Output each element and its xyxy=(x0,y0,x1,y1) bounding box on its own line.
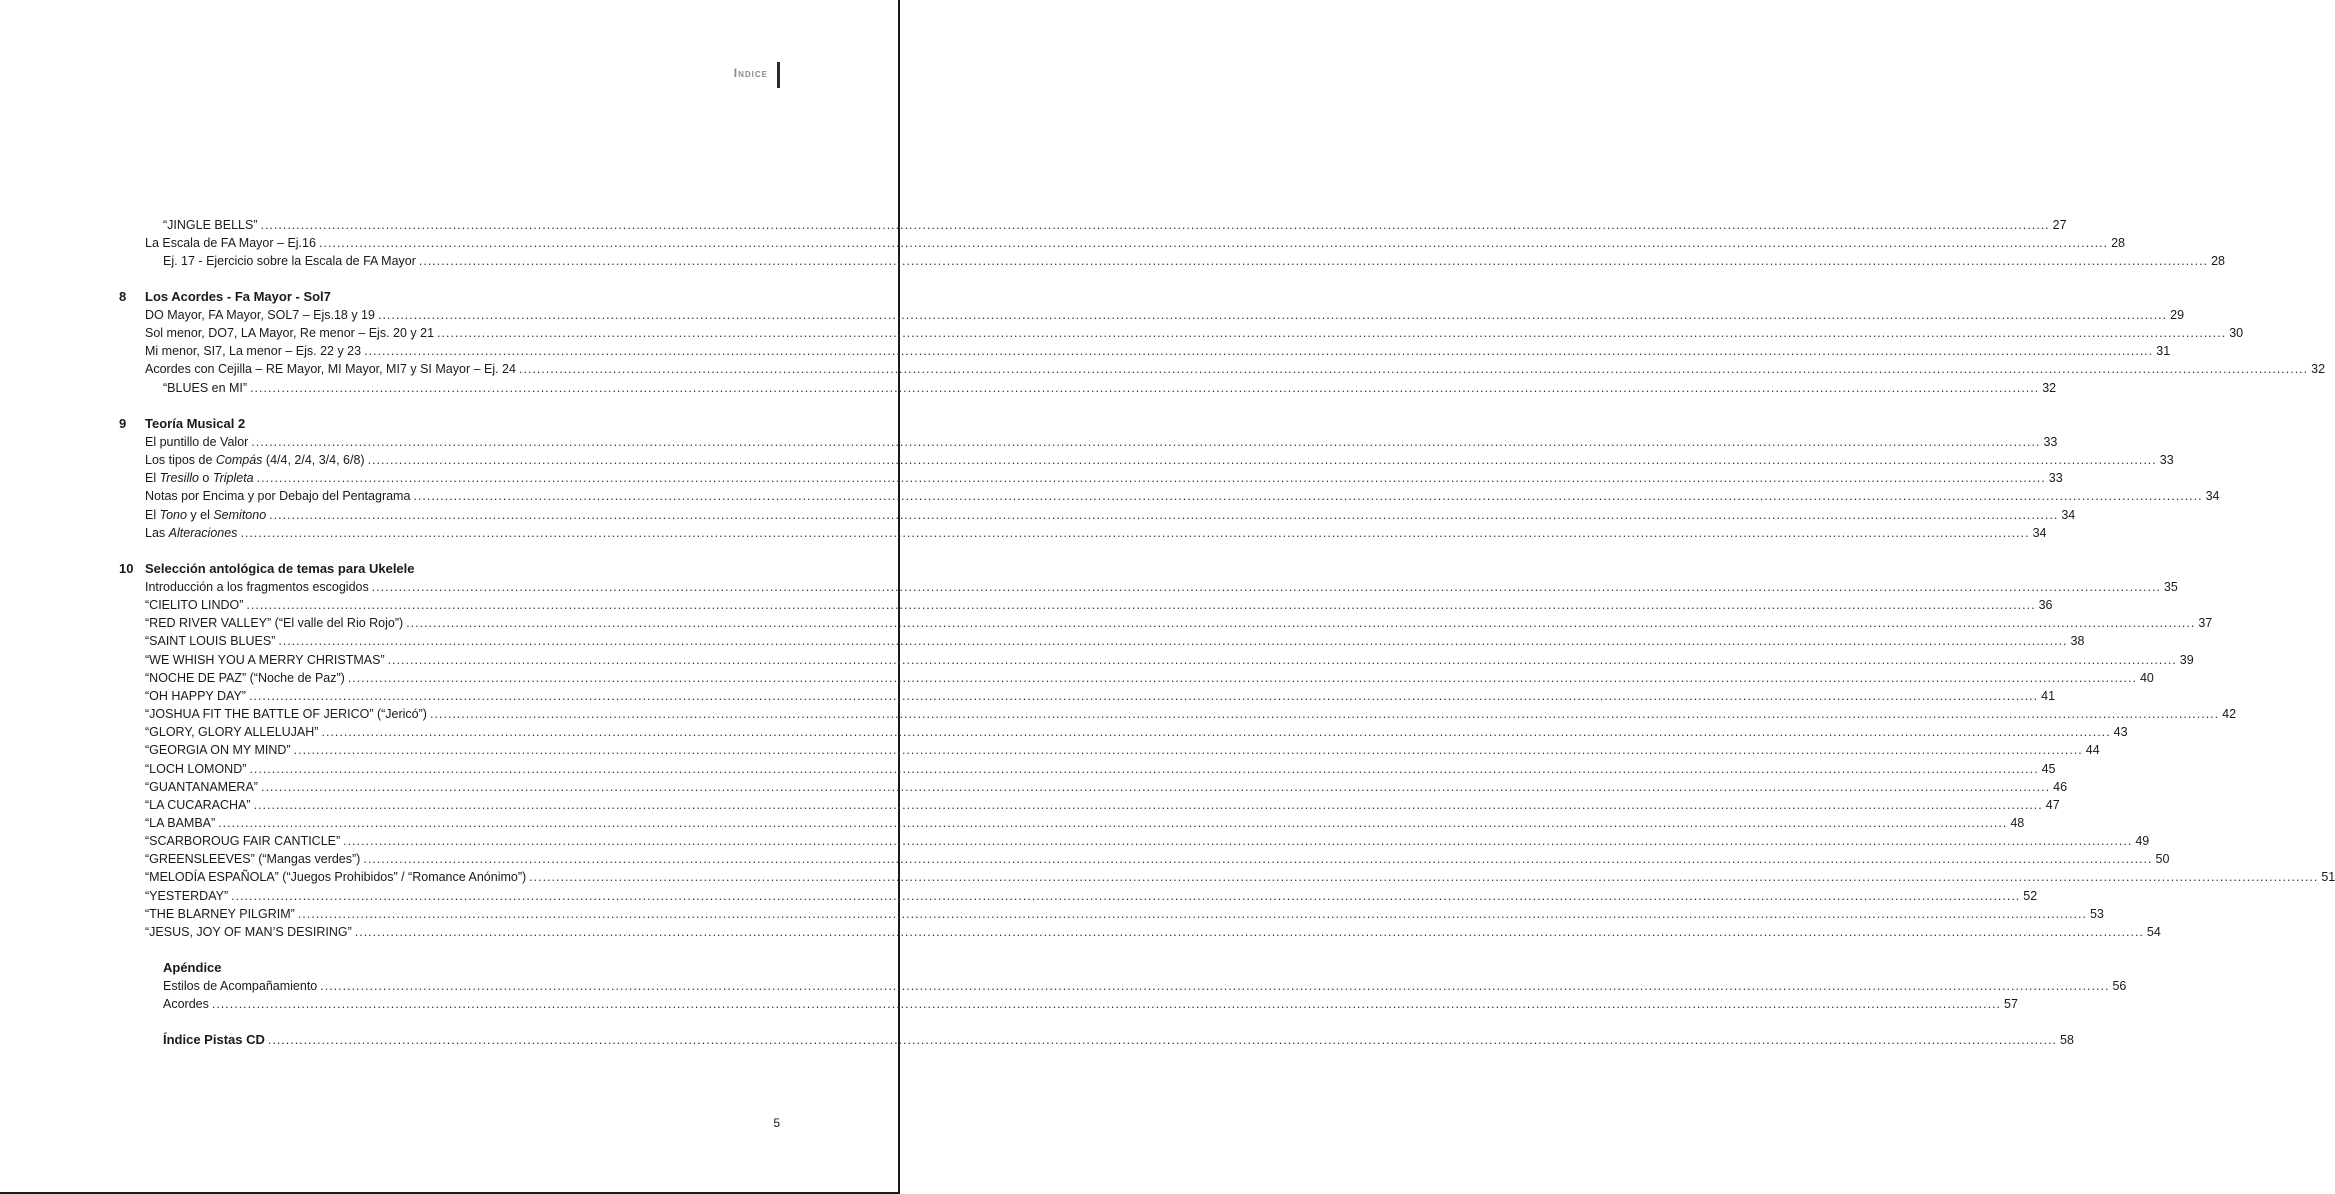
toc-entry xyxy=(145,850,2170,868)
dot-leader: ................................................................................................................................................................................................................................................................................................................................................................................................................ xyxy=(293,743,2083,758)
toc-entry xyxy=(145,360,2326,378)
chapter-title: Los Acordes - Fa Mayor - Sol7 xyxy=(145,289,331,304)
toc-entry-page: 44 xyxy=(2085,743,2100,758)
toc-entry-page: 34 xyxy=(2205,489,2220,504)
dot-leader: ................................................................................................................................................................................................................................................................................................................................................................................................................ xyxy=(518,362,2309,377)
toc-entry-title: “JINGLE BELLS” xyxy=(163,218,258,232)
dot-leader: ................................................................................................................................................................................................................................................................................................................................................................................................................ xyxy=(249,761,2039,776)
dot-leader: ................................................................................................................................................................................................................................................................................................................................................................................................................ xyxy=(529,870,2319,885)
toc-entry-title: “SAINT LOUIS BLUES” xyxy=(145,634,276,649)
toc-entry-title: Acordes xyxy=(163,997,209,1012)
toc-entry xyxy=(145,778,2068,796)
toc-entry-title: Sol menor, DO7, LA Mayor, Re menor – Ejs. 20 y 21 xyxy=(145,326,435,341)
dot-leader: ................................................................................................................................................................................................................................................................................................................................................................................................................ xyxy=(418,254,2209,268)
toc-entry xyxy=(163,216,2067,234)
toc-entry xyxy=(145,506,2076,524)
toc-entry-text: Los tipos de xyxy=(145,453,216,468)
dot-leader: ................................................................................................................................................................................................................................................................................................................................................................................................................ xyxy=(387,652,2177,667)
chapter-title: Selección antológica de temas para Ukelele xyxy=(145,561,415,576)
toc-entry-page: 46 xyxy=(2053,779,2068,794)
chapter-number: 10 xyxy=(119,561,134,576)
dot-leader: ................................................................................................................................................................................................................................................................................................................................................................................................................ xyxy=(240,525,2030,540)
toc-entry xyxy=(163,977,2127,995)
dot-leader: ................................................................................................................................................................................................................................................................................................................................................................................................................ xyxy=(413,489,2203,504)
toc-entry-title xyxy=(145,451,365,469)
toc-entry-page: 37 xyxy=(2198,616,2213,631)
dot-leader: ................................................................................................................................................................................................................................................................................................................................................................................................................ xyxy=(318,236,2109,250)
toc-entry xyxy=(145,687,2056,705)
page-number: 5 xyxy=(773,1116,780,1130)
dot-leader: ................................................................................................................................................................................................................................................................................................................................................................................................................ xyxy=(211,997,2002,1012)
toc-entry xyxy=(145,469,2063,487)
toc-entry-title: Estilos de Acompañamiento xyxy=(163,979,318,993)
toc-entry-emphasis: Tresillo xyxy=(159,471,199,486)
toc-entry-title: “NOCHE DE PAZ” (“Noche de Paz”) xyxy=(145,670,345,685)
dot-leader: ................................................................................................................................................................................................................................................................................................................................................................................................................ xyxy=(377,308,2168,322)
toc-entry-text: (4/4, 2/4, 3/4, 6/8) xyxy=(262,453,365,468)
toc-entry-page: 33 xyxy=(2043,435,2058,449)
toc-entry-page: 48 xyxy=(2010,815,2025,830)
toc-entry-title: “JOSHUA FIT THE BATTLE OF JERICO” (“Jericó”) xyxy=(145,707,427,722)
toc-entry-emphasis: Semitono xyxy=(213,507,267,522)
toc-entry xyxy=(145,234,2126,252)
toc-entry xyxy=(145,433,2058,451)
chapter-title: Teoría Musical 2 xyxy=(145,416,246,431)
dot-leader: ................................................................................................................................................................................................................................................................................................................................................................................................................ xyxy=(260,218,2050,232)
toc-entry-page: 47 xyxy=(2045,797,2060,812)
toc-entry-page: 57 xyxy=(2004,997,2018,1012)
dot-leader: ................................................................................................................................................................................................................................................................................................................................................................................................................ xyxy=(429,707,2220,722)
toc-entry-title: “GREENSLEEVES” (“Mangas verdes”) xyxy=(145,852,361,867)
dot-leader: ................................................................................................................................................................................................................................................................................................................................................................................................................ xyxy=(297,906,2087,921)
toc-entry-title: “CIELITO LINDO” xyxy=(145,598,244,613)
toc-entry-emphasis: Tripleta xyxy=(212,471,254,486)
toc-entry xyxy=(145,324,2244,342)
dot-leader: ................................................................................................................................................................................................................................................................................................................................................................................................................ xyxy=(260,779,2051,794)
dot-leader: ................................................................................................................................................................................................................................................................................................................................................................................................................ xyxy=(269,507,2059,522)
toc-entry-title: “MELODÍA ESPAÑOLA” (“Juegos Prohibidos” / “Romance Anónimo”) xyxy=(145,870,527,885)
dot-leader: ................................................................................................................................................................................................................................................................................................................................................................................................................ xyxy=(248,688,2039,703)
dot-leader: ................................................................................................................................................................................................................................................................................................................................................................................................................ xyxy=(320,979,2110,993)
dot-leader: ................................................................................................................................................................................................................................................................................................................................................................................................................ xyxy=(343,834,2133,849)
dot-leader: ................................................................................................................................................................................................................................................................................................................................................................................................................ xyxy=(278,634,2068,649)
toc-entry-title: “THE BLARNEY PILGRIM” xyxy=(145,906,295,921)
appendix-heading: Apéndice xyxy=(163,960,222,975)
toc-entry-page: 45 xyxy=(2041,761,2056,776)
toc-entry-title: “WE WHISH YOU A MERRY CHRISTMAS” xyxy=(145,652,385,667)
toc-entry-text: y el xyxy=(186,507,214,522)
dot-leader: ................................................................................................................................................................................................................................................................................................................................................................................................................ xyxy=(251,435,2041,449)
toc-entry xyxy=(145,578,2178,596)
toc-entry-emphasis: Alteraciones xyxy=(168,525,238,540)
toc-entry-page: 34 xyxy=(2061,507,2076,522)
toc-entry xyxy=(145,923,2161,941)
toc-entry xyxy=(163,995,2018,1013)
toc-entry-title: “LA CUCARACHA” xyxy=(145,797,251,812)
toc-entry-title: “BLUES en MI” xyxy=(163,380,248,395)
toc-entry-text: Las xyxy=(145,525,169,540)
toc-entry-page: 49 xyxy=(2135,834,2150,849)
toc-entry-title: “RED RIVER VALLEY” (“El valle del Rio Rojo”) xyxy=(145,616,404,631)
toc-entry-title: “SCARBOROUG FAIR CANTICLE” xyxy=(145,834,341,849)
toc-entry xyxy=(145,651,2194,669)
toc-entry xyxy=(145,596,2053,614)
dot-leader: ................................................................................................................................................................................................................................................................................................................................................................................................................ xyxy=(367,453,2157,468)
toc-entry-title: “LA BAMBA” xyxy=(145,815,216,830)
toc-entry-page: 32 xyxy=(2311,362,2326,377)
toc-entry-page: 33 xyxy=(2159,453,2174,468)
toc-entry-emphasis: Tono xyxy=(159,507,187,522)
chapter-heading xyxy=(119,415,719,433)
toc-entry-page: 29 xyxy=(2170,308,2185,322)
toc-entry-title: “YESTERDAY” xyxy=(145,888,229,903)
toc-entry-page: 56 xyxy=(2112,979,2127,993)
toc-entry-page: 42 xyxy=(2222,707,2237,722)
toc-entry-title: Índice Pistas CD xyxy=(163,1032,265,1047)
dot-leader: ................................................................................................................................................................................................................................................................................................................................................................................................................ xyxy=(246,598,2036,613)
chapter-number: 9 xyxy=(119,416,127,431)
dot-leader: ................................................................................................................................................................................................................................................................................................................................................................................................................ xyxy=(347,670,2137,685)
toc-entry-title: Mi menor, SI7, La menor – Ejs. 22 y 23 xyxy=(145,344,362,359)
toc-entry-page: 31 xyxy=(2156,344,2171,359)
running-header-rule xyxy=(777,62,780,88)
chapter-heading xyxy=(119,288,719,306)
toc-entry-title: DO Mayor, FA Mayor, SOL7 – Ejs.18 y 19 xyxy=(145,308,375,322)
toc-entry-title: “JESUS, JOY OF MAN’S DESIRING” xyxy=(145,924,352,939)
chapter-heading xyxy=(119,560,719,578)
toc-entry-page: 40 xyxy=(2139,670,2154,685)
toc-entry-text: El xyxy=(145,507,160,522)
toc-entry-title: “GUANTANAMERA” xyxy=(145,779,258,794)
toc-entry xyxy=(145,705,2237,723)
toc-entry-title: Acordes con Cejilla – RE Mayor, MI Mayor, MI7 y SI Mayor – Ej. 24 xyxy=(145,362,516,377)
dot-leader: ................................................................................................................................................................................................................................................................................................................................................................................................................ xyxy=(231,888,2021,903)
toc-entry-page: 28 xyxy=(2111,236,2126,250)
toc-entry-page: 35 xyxy=(2163,580,2178,594)
dot-leader: ................................................................................................................................................................................................................................................................................................................................................................................................................ xyxy=(363,852,2153,867)
toc-entry-title: Introducción a los fragmentos escogidos xyxy=(145,580,369,594)
toc-entry-page: 30 xyxy=(2229,326,2244,341)
toc-entry-title: “LOCH LOMOND” xyxy=(145,761,247,776)
toc-entry-title: La Escala de FA Mayor – Ej.16 xyxy=(145,236,316,250)
toc-entry-page: 39 xyxy=(2179,652,2194,667)
toc-entry xyxy=(163,252,2225,270)
toc-entry-page: 36 xyxy=(2038,598,2053,613)
dot-leader: ................................................................................................................................................................................................................................................................................................................................................................................................................ xyxy=(371,580,2161,594)
dot-leader: ................................................................................................................................................................................................................................................................................................................................................................................................................ xyxy=(218,815,2008,830)
toc-entry xyxy=(145,524,2047,542)
toc-entry xyxy=(145,487,2220,505)
toc-entry xyxy=(145,868,2335,886)
dot-leader: ................................................................................................................................................................................................................................................................................................................................................................................................................ xyxy=(256,471,2046,486)
toc-entry xyxy=(145,632,2085,650)
toc-entry-page: 51 xyxy=(2321,870,2335,885)
dot-leader: ................................................................................................................................................................................................................................................................................................................................................................................................................ xyxy=(253,797,2043,812)
dot-leader: ................................................................................................................................................................................................................................................................................................................................................................................................................ xyxy=(354,924,2144,939)
toc-entry-title xyxy=(145,469,254,487)
toc-entry-text: El xyxy=(145,471,160,486)
toc-entry xyxy=(163,1031,2074,1049)
toc-entry-title: “GLORY, GLORY ALLELUJAH” xyxy=(145,725,319,740)
toc-entry-page: 38 xyxy=(2070,634,2085,649)
toc-entry-title: Notas por Encima y por Debajo del Pentagrama xyxy=(145,489,411,504)
toc-entry-page: 33 xyxy=(2048,471,2063,486)
toc-entry xyxy=(145,796,2060,814)
toc-entry-page: 53 xyxy=(2089,906,2104,921)
toc-entry-page: 54 xyxy=(2146,924,2161,939)
toc-entry xyxy=(145,814,2025,832)
toc-entry-page: 41 xyxy=(2041,688,2056,703)
toc-entry xyxy=(145,614,2213,632)
toc-entry-title: “OH HAPPY DAY” xyxy=(145,688,246,703)
toc-entry-title xyxy=(145,524,237,542)
toc-entry xyxy=(145,832,2150,850)
toc-entry-page: 43 xyxy=(2113,725,2128,740)
toc-entry-page: 50 xyxy=(2155,852,2170,867)
toc-entry-page: 28 xyxy=(2211,254,2225,268)
toc-entry xyxy=(145,905,2104,923)
toc-entry-page: 52 xyxy=(2023,888,2038,903)
toc-entry xyxy=(145,306,2185,324)
toc-entry xyxy=(163,379,2057,397)
toc-entry xyxy=(145,741,2100,759)
toc-entry xyxy=(145,342,2171,360)
dot-leader: ................................................................................................................................................................................................................................................................................................................................................................................................................ xyxy=(267,1033,2058,1047)
toc-entry-text: o xyxy=(198,471,213,486)
toc-entry-page: 27 xyxy=(2052,218,2067,232)
toc-entry xyxy=(145,760,2056,778)
toc-entry xyxy=(145,669,2154,687)
dot-leader: ................................................................................................................................................................................................................................................................................................................................................................................................................ xyxy=(250,380,2040,395)
toc-entry-title: El puntillo de Valor xyxy=(145,435,249,449)
dot-leader: ................................................................................................................................................................................................................................................................................................................................................................................................................ xyxy=(406,616,2196,631)
toc-entry-page: 34 xyxy=(2032,525,2047,540)
toc-entry-title: “GEORGIA ON MY MIND” xyxy=(145,743,291,758)
toc-entry-page: 58 xyxy=(2060,1033,2074,1047)
running-header-label: Indice xyxy=(733,66,768,80)
dot-leader: ................................................................................................................................................................................................................................................................................................................................................................................................................ xyxy=(321,725,2111,740)
toc-entry xyxy=(145,451,2174,469)
dot-leader: ................................................................................................................................................................................................................................................................................................................................................................................................................ xyxy=(364,344,2154,359)
dot-leader: ................................................................................................................................................................................................................................................................................................................................................................................................................ xyxy=(437,326,2227,341)
toc-entry-title xyxy=(145,506,266,524)
toc-entry xyxy=(145,887,2038,905)
toc-entry xyxy=(145,723,2128,741)
chapter-number: 8 xyxy=(119,289,127,304)
toc-entry-title: Ej. 17 - Ejercicio sobre la Escala de FA Mayor xyxy=(163,254,416,268)
toc-entry-page: 32 xyxy=(2042,380,2057,395)
toc-entry-emphasis: Compás xyxy=(215,453,263,468)
